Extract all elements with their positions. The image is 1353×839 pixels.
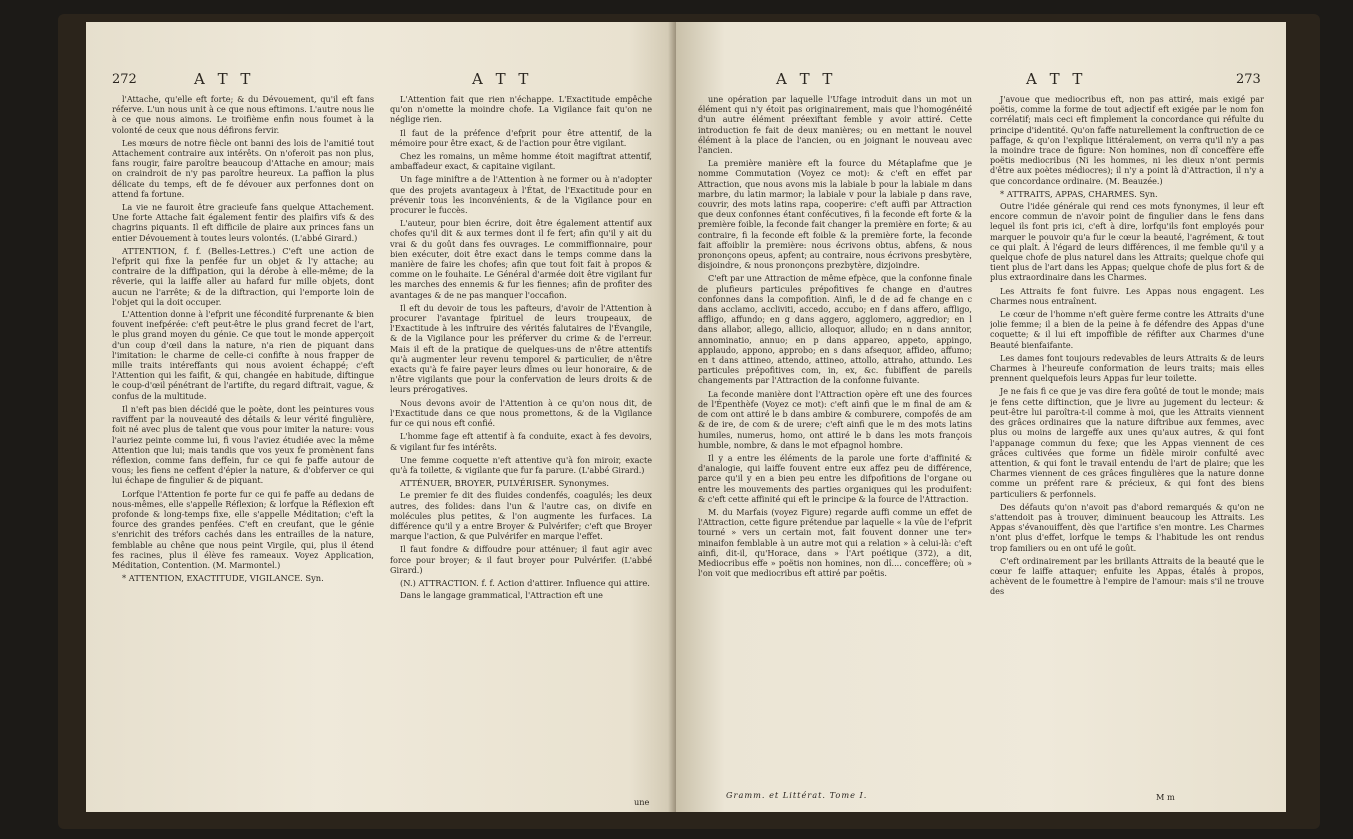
paragraph: Il eft du devoir de tous les pafteurs, d'avoir de l'Attention à procurer l'avantage fpirituel de leurs troupeaux, de l'Exactitude à les inftruire des vérités falutaires de l'Évangile, & de la Vigilance pour les préferver du crime & de l'erreur. Mais il eft de la pratique de quelques-uns de n'être attentifs qu'à augmenter leur revenu temporel & particulier, de n'être exacts qu'à fe faire payer leurs dîmes ou leur honoraire, & de n'être vigilants que pour la confervation de leurs droits & de leurs prérogatives. bbox=[390, 302, 652, 395]
left-running-head-1: A T T bbox=[194, 70, 255, 88]
left-column-1 bbox=[112, 94, 374, 794]
paragraph: J'avoue que mediocribus eft, non pas attiré, mais exigé par poëtis, comme la forme de tout adjectif eft exigée par le nom fon corrélatif; mais ceci eft fimplement la concordance qui réfulte du principe d'identité. Qu'on faffe naturellement la conftruction de ce paffage, & qu'on l'explique littéralement, on verra qu'il n'y a pas la moindre trace de figure: Non homines, non dî conceffère effe poëtis mediocribus (Ni les hommes, ni les dieux n'ont permis d'être aux poètes médiocres); il n'y a point là d'Attraction, il n'y a que concordance ordinaire. (M. Beauzée.) bbox=[990, 94, 1264, 186]
entry-heading: * ATTENTION, EXACTITUDE, VIGILANCE. Syn. bbox=[122, 573, 324, 584]
paragraph: Nous devons avoir de l'Attention à ce qu'on nous dit, de l'Exactitude dans ce que nous promettons, & de la Vigilance fur ce qui nous eft confié. bbox=[390, 397, 652, 429]
paragraph: Il faut fondre & diffoudre pour atténuer; il faut agir avec force pour broyer; & il faut broyer pour Pulvérifer. (L'abbé Girard.) bbox=[390, 544, 652, 575]
paragraph: Les Attraits fe font fuivre. Les Appas nous engagent. Les Charmes nous entraînent. bbox=[990, 285, 1264, 306]
right-page-number: 273 bbox=[1236, 72, 1261, 87]
paragraph: L'Attention fait que rien n'échappe. L'Exactitude empêche qu'on n'omette la moindre chofe. La Vigilance fait qu'on ne néglige rien. bbox=[390, 94, 652, 125]
right-running-head-2: A T T bbox=[1026, 70, 1087, 88]
paragraph: Les dames font toujours redevables de leurs Attraits & de leurs Charmes à l'heureufe conformation de leurs traits; mais elles prennent quelquefois leurs Appas fur leur toilette. bbox=[990, 352, 1264, 384]
paragraph: M. du Marfais (voyez Figure) regarde auffi comme un effet de l'Attraction, cette figure prétendue par laquelle « la vûe de l'efprit tourné » vers un certain mot, fait fouvent donner une ter» minaifon femblable à un autre mot qui a relation » à celui-là: c'eft ainfi, dit-il, qu'Horace, dans » l'Art poétique (372), a dit, Mediocribus effe » poëtis non homines, non dî.... conceffère; où » l'on voit que mediocribus eft attiré par poëtis. bbox=[698, 506, 972, 579]
left-custode: une bbox=[634, 797, 650, 807]
paragraph: Il faut de la préfence d'efprit pour être attentif, de la mémoire pour être exact, & de l'action pour être vigilant. bbox=[390, 127, 652, 148]
right-page-footer: Gramm. et Littérat. Tome I. bbox=[726, 790, 868, 800]
paragraph: Le premier fe dit des fluides condenfés, coagulés; les deux autres, des folides: dans l'un & l'autre cas, on divife en molécules plus petites, & l'on augmente les furfaces. La différence qu'il y a entre Broyer & Pulvérifer; c'eft que Broyer marque l'action, & que Pulvérifer en marque l'effet. bbox=[390, 490, 652, 542]
paragraph: Un fage miniftre a de l'Attention à ne former ou à n'adopter que des projets avantageux à l'État, de l'Exactitude pour en prévenir tous les inconvénients, & de la Vigilance pour en procurer le fuccès. bbox=[390, 174, 652, 216]
paragraph: Il n'eft pas bien décidé que le poète, dont les peintures vous raviffent par la nouveauté des détails & leur vérité fingulière, foit né avec plus de talent que vous pour imiter la nature: vous l'auriez peinte comme lui, fi vous l'aviez étudiée avec la même Attention que lui; mais tandis que vos yeux fe promènent fans réflexion, comme fans deffein, fur ce qui fe paffe autour de vous; les fiens ne ceffent d'épier la nature, & d'obferver ce qui lui échape de fingulier & de piquant. bbox=[112, 403, 374, 486]
paragraph: Il y a entre les éléments de la parole une forte d'affinité & d'analogie, qui laiffe fouvent entre eux affez peu de différence, parce qu'il y en a bien peu entre les difpofitions de l'organe ou entre les mouvements des parties organiques qui les produifent: & c'eft cette affinité qui eft le principe & la fource de l'Attraction. bbox=[698, 452, 972, 504]
paragraph: La feconde manière dont l'Attraction opère eft une des fources de l'Épenthèfe (Voyez ce mot): c'eft ainfi que le m final de am & de com ont attiré le b dans ambire & comburere, compofés de am & de ire, de com & de urere; c'eft ainfi que le m des mots latins humiles, numerus, homo, ont attiré le b dans les mots françois humble, nombre, & dans le mot efpagnol hombre. bbox=[698, 388, 972, 450]
right-page bbox=[676, 22, 1286, 812]
entry-heading: ATTENTION, f. f. (Belles-Lettres.) C'eft une action de l'efprit qui fixe la penfée fur un objet & l'y attache; au contraire de la diffipation, qui la dérobe à elle-même; de la rêverie, qui la laiffe aller au hafard fur mille objets, dont aucun ne l'arrête; & de la diftraction, qui l'emporte loin de l'objet qui la doit occuper. bbox=[112, 245, 374, 307]
paragraph: La vie ne fauroit être gracieufe fans quelque Attachement. Une forte Attache fait également fentir des plaifirs vifs & des chagrins piquants. Il eft difficile de plaire aux princes fans un entier Dévouement à toutes leurs volontés. (L'abbé Girard.) bbox=[112, 202, 374, 243]
paragraph: Je ne fais fi ce que je vas dire fera goûté de tout le monde; mais je fens cette diftinction, que je livre au jugement du lecteur: & peut-être lui paroîtra-t-il comme à moi, que les Attraits viennent des grâces ordinaires que la nature diftribue aux femmes, avec plus ou moins de largeffe aux unes qu'aux autres, & qui font l'appanage commun du fexe; que les Appas viennent de ces grâces cultivées que forme un fidèle miroir confulté avec attention, & qui font le travail entendu de l'art de plaire; que les Charmes viennent de ces grâces fingulières que la nature donne comme un préfent rare & précieux, & qui font des biens particuliers & perfonnels. bbox=[990, 386, 1264, 499]
left-page-number: 272 bbox=[112, 72, 137, 87]
entry-heading: (N.) ATTRACTION. f. f. Action d'attirer. Influence qui attire. bbox=[400, 577, 650, 588]
paragraph: Dans le langage grammatical, l'Attraction eft une bbox=[400, 590, 603, 601]
left-column-2 bbox=[390, 94, 652, 794]
paragraph: Une femme coquette n'eft attentive qu'à fon miroir, exacte qu'à fa toilette, & vigilante que fur fa parure. (L'abbé Girard.) bbox=[390, 454, 652, 475]
paragraph: Des défauts qu'on n'avoit pas d'abord remarqués & qu'on ne s'attendoit pas à trouver, diminuent beaucoup les Attraits. Les Appas s'évanouiffent, dès que l'artifice s'en montre. Les Charmes n'ont plus d'effet, lorfque le temps & l'habitude les ont rendus trop familiers ou en ont ufé le goût. bbox=[990, 501, 1264, 553]
paragraph: C'eft par une Attraction de même efpèce, que la confonne finale de plufieurs particules prépofitives fe change en d'autres confonnes dans la compofition. Ainfi, le d de ad fe change en c dans acclamo, accliviti, accedo, accubo; en f dans affero, affligo, affligo, affundo; en g dans aggero, agglomero, aggredior; en l dans allabor, allego, allicio, alloquor, alludo; en n dans annitor, annominatio, annuo; en p dans appareo, appeto, appingo, applaudo, appono, approbo; en s dans afsequor, affideo, affumo; en t dans attineo, attendo, attineo, attollo, attraho, attundo. Les particules prépofitives com, in, ex, &c. fubiffent de pareils changements par l'Attraction de la confonne fuivante. bbox=[698, 273, 972, 386]
left-page bbox=[86, 22, 676, 812]
paragraph: La première manière eft la fource du Métaplafme que je nomme Commutation (Voyez ce mot): & c'eft en effet par Attraction, que nous avons mis la labiale b pour la labiale m dans marbre, du latin marmor; la labiale v pour la labiale p dans rave, couvrir, des mots latins rapa, cooperire: c'eft auffi par Attraction que deux confonnes étant confécutives, fi la feconde eft forte & la première foible, la feconde fait changer la première en forte; & au contraire, fi la feconde eft foible & la première forte, la feconde fait affoiblir la première: nous écrivons obtus, abfens, & nous prononçons opeus, apfent; au contraire, nous écrivons presbytère, disjoindre, & nous prononçons prezbytère, dizjoindre. bbox=[698, 158, 972, 271]
signature-mark: M m bbox=[1156, 792, 1175, 802]
paragraph: L'Attention donne à l'efprit une fécondité furprenante & bien fouvent inefpérée: c'eft peut-être le plus grand fecret de l'art, le plus grand moyen du génie. Ce que tout le monde apperçoit d'un coup d'œil dans la nature, n'a rien de piquant dans l'imitation: le charme de celle-ci confifte à nous frapper de mille traits intéreffants qui nous avoient échappé; c'eft l'Attention qui les faifit, & qui, changée en habitude, diftingue le coup-d'œil pénétrant de l'artifte, du regard diftrait, vague, & confus de la multitude. bbox=[112, 309, 374, 401]
right-column-1 bbox=[698, 94, 972, 784]
paragraph: Chez les romains, un même homme étoit magiftrat attentif, ambaffadeur exact, & capitaine vigilant. bbox=[390, 151, 652, 172]
paragraph: Outre l'idée générale qui rend ces mots fynonymes, il leur eft encore commun de n'avoir point de fingulier dans le fens dans lequel ils font pris ici, c'eft à dire, lorfqu'ils font employés pour marquer le pouvoir qu'a fur le cœur la beauté, l'agrément, & tout ce qui plaît. À l'égard de leurs différences, il me femble qu'il y a quelque chofe de plus naturel dans les Attraits; quelque chofe qui tient plus de l'art dans les Appas; quelque chofe de plus fort & de plus extraordinaire dans les Charmes. bbox=[990, 201, 1264, 283]
paragraph: une opération par laquelle l'Ufage introduit dans un mot un élément qui n'y étoit pas originairement, mais que l'homogénéité d'un autre élément préexiftant femble y avoir attiré. Cette introduction fe fait de deux manières; ou en mettant le nouvel élément à la place de l'ancien, ou en joignant le nouveau avec l'ancien. bbox=[698, 94, 972, 156]
paragraph: Lorfque l'Attention fe porte fur ce qui fe paffe au dedans de nous-mêmes, elle s'appelle Réflexion; & lorfque la Réflexion eft profonde & long-temps fixe, elle s'appelle Méditation; c'eft la fource des grandes penfées. C'eft en creufant, que le génie s'enrichit des tréfors cachés dans les entrailles de la nature, femblable au chêne que nous peint Virgile, qui, plus il étend fes racines, plus il élève fes rameaux. Voyez Application, Méditation, Contention. (M. Marmontel.) bbox=[112, 488, 374, 570]
entry-heading: * ATTRAITS, APPAS, CHARMES. Syn. bbox=[1000, 188, 1158, 199]
paragraph: L'auteur, pour bien écrire, doit être également attentif aux chofes qu'il dit & aux termes dont il fe fert; afin qu'il y ait du vrai & du goût dans fes ouvrages. Le commiffionnaire, pour bien exécuter, doit être exact dans le temps comme dans la manière de faire les chofes; afin que tout foit fait à propos & comme on le fouhaite. Le Général d'armée doit être vigilant fur les marches des ennemis & fur les fiennes; afin de profiter des avantages & de ne pas manquer l'occafion. bbox=[390, 218, 652, 300]
paragraph: C'eft ordinairement par les brillants Attraits de la beauté que le cœur fe laiffe attaquer; enfuite les Appas, étalés à propos, achèvent de le foumettre à l'empire de l'amour: mais s'il ne trouve des bbox=[990, 555, 1264, 597]
paragraph: l'Attache, qu'elle eft forte; & du Dévouement, qu'il eft fans réferve. L'un nous unit à ce que nous eftimons. L'autre nous lie à ce que nous aimons. Le troifième enfin nous foumet à la volonté de ceux que nous défirons fervir. bbox=[112, 94, 374, 135]
right-column-2 bbox=[990, 94, 1264, 784]
paragraph: L'homme fage eft attentif à fa conduite, exact à fes devoirs, & vigilant fur fes intérêts. bbox=[390, 431, 652, 452]
paragraph: Le cœur de l'homme n'eft guère ferme contre les Attraits d'une jolie femme; il a bien de la peine à fe défendre des Appas d'une coquette; & il lui eft impoffible de réfifter aux Charmes d'une Beauté bienfaifante. bbox=[990, 309, 1264, 350]
right-running-head-1: A T T bbox=[776, 70, 837, 88]
paragraph: Les mœurs de notre fiècle ont banni des lois de l'amitié tout Attachement contraire aux intérêts. On n'oferoit pas non plus, fans rougir, faire paroître beaucoup d'Attache en amour; mais on craindroit de n'y pas paroître heureux. La paffion la plus délicate du temps, eft de fe dévouer aux perfonnes dont on attend fa fortune. bbox=[112, 137, 374, 199]
entry-heading: ATTÉNUER, BROYER, PULVÉRISER. Synonymes. bbox=[400, 478, 610, 489]
left-running-head-2: A T T bbox=[472, 70, 533, 88]
